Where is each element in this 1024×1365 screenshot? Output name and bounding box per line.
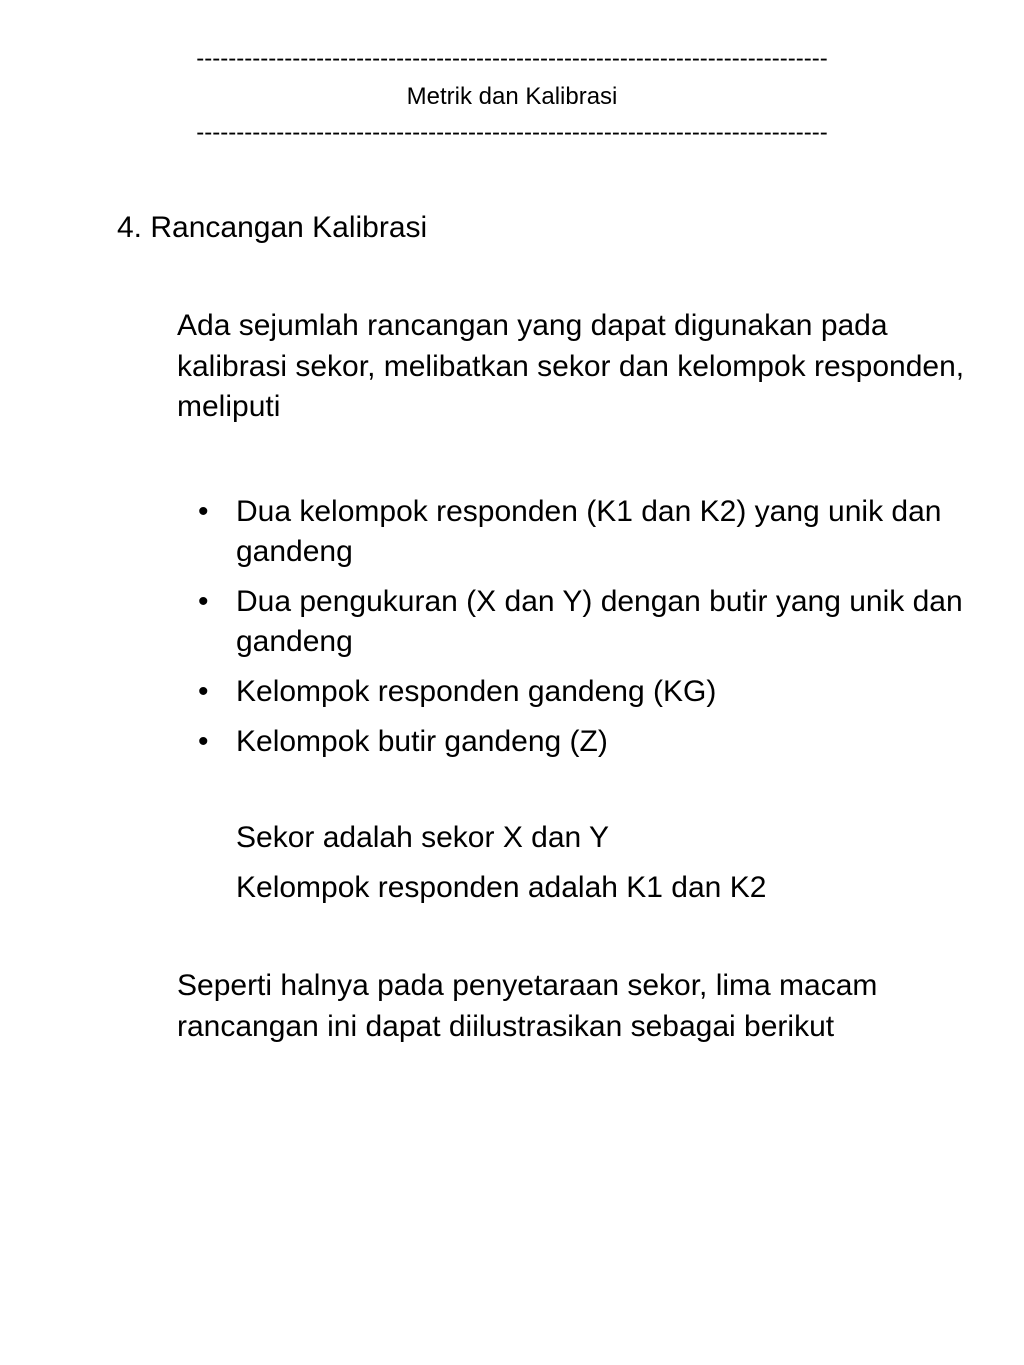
bullet-icon: • [198,725,209,758]
note-scores: Sekor adalah sekor X dan Y [236,821,610,854]
page-title: Metrik dan Kalibrasi [406,83,618,110]
list-item [198,492,978,572]
bullet-icon: • [198,585,209,618]
section-heading: 4. Rancangan Kalibrasi [117,211,428,244]
note-groups: Kelompok responden adalah K1 dan K2 [236,871,767,904]
list-item-text: Kelompok butir gandeng (Z) [236,725,608,758]
intro-paragraph: Ada sejumlah rancangan yang dapat digunakan pada kalibrasi sekor, melibatkan sekor dan kelompok responden, meliputi [177,309,965,423]
closing-paragraph: Seperti halnya pada penyetaraan sekor, lima macam rancangan ini dapat diilustrasikan sebagai berikut [177,969,878,1043]
list-item [198,722,978,762]
header-rule-bottom: ------------------------------------------------------------------------------- [196,119,828,146]
design-list [198,492,978,772]
header-rule-top: ------------------------------------------------------------------------------- [196,45,828,72]
bullet-icon: • [198,675,209,708]
list-item [198,672,978,712]
list-item-text: Dua pengukuran (X dan Y) dengan butir yang unik dan gandeng [236,585,963,658]
bullet-icon: • [198,495,209,528]
list-item-text: Kelompok responden gandeng (KG) [236,675,717,708]
list-item-text: Dua kelompok responden (K1 dan K2) yang unik dan gandeng [236,495,942,568]
list-item [198,582,978,662]
